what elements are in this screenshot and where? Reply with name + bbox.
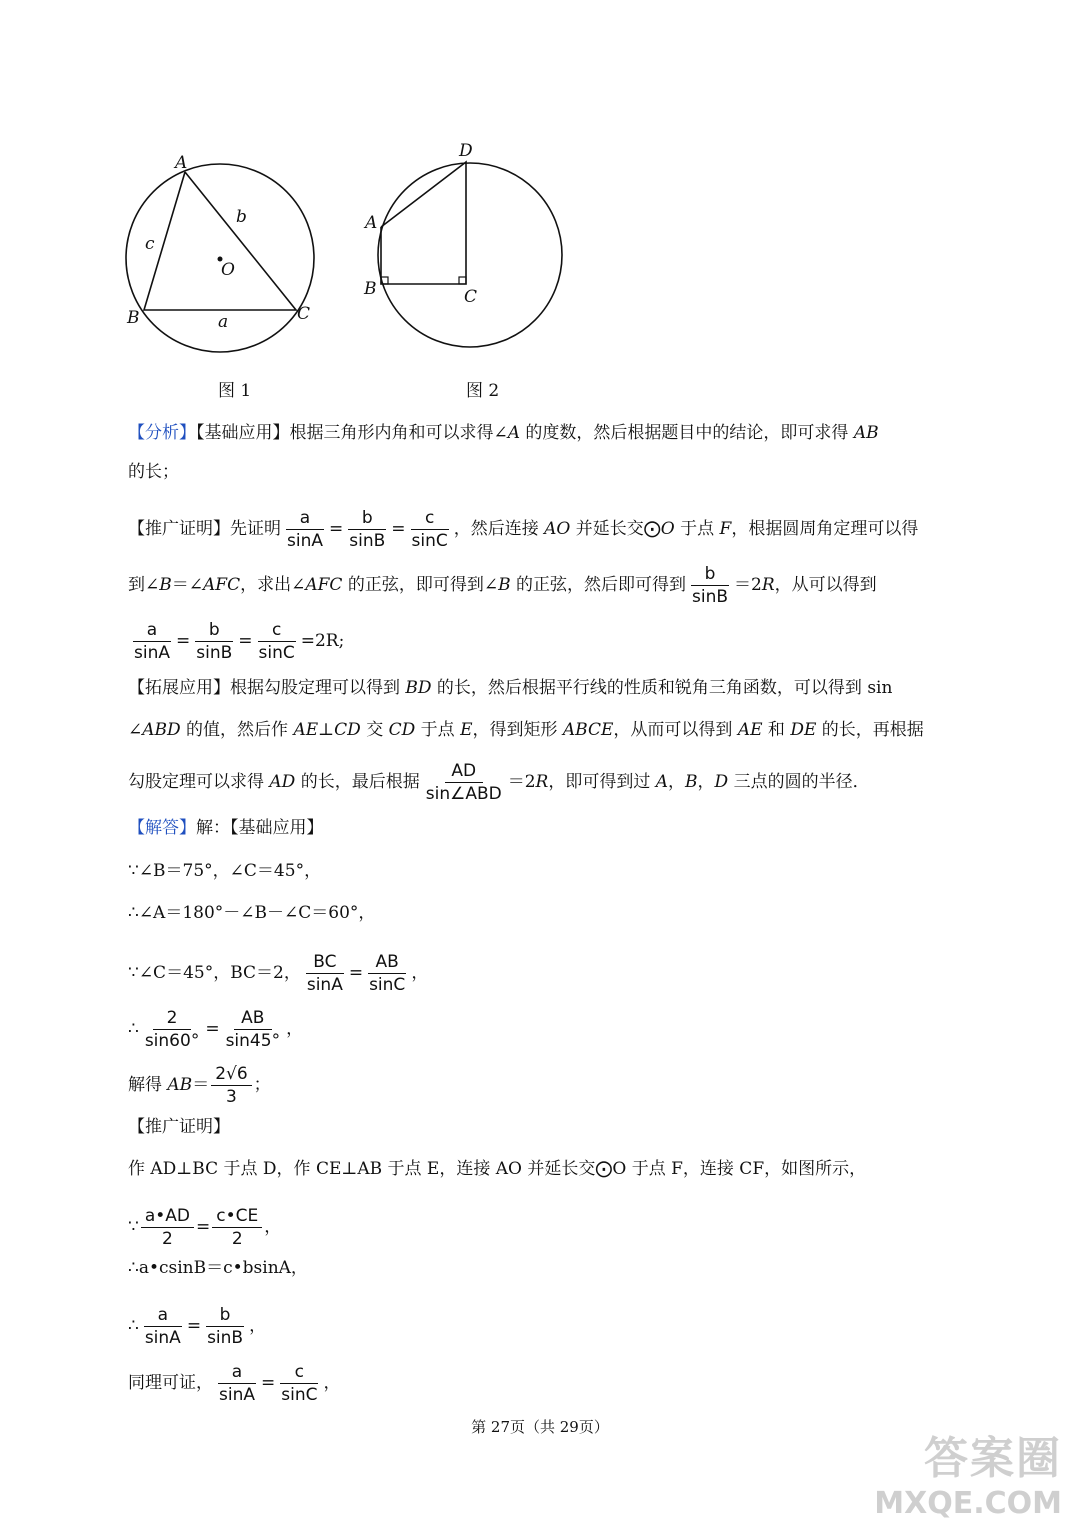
fraction: $\frac{b}{\sin B}$	[692, 564, 729, 607]
fig2-label-C: C	[464, 287, 478, 307]
fig1-caption: 图 1	[218, 381, 252, 401]
fraction: $\frac{c}{\sin C}$	[411, 508, 448, 551]
analysis-general-line3: $\frac{a}{\sin A}$ = $\frac{b}{\sin B}$ = $\frac{c}{\sin C}$ =2R;	[128, 620, 344, 663]
fraction: $\frac{a}{\sin A}$	[144, 1305, 181, 1348]
fig1-label-A: A	[175, 153, 188, 173]
watermark-url: MXQE.COM	[874, 1486, 1062, 1521]
fig2-caption: 图 2	[466, 381, 500, 401]
figures	[0, 0, 1080, 410]
proof-step-4: ∴ $\frac{a}{\sin A}$ = $\frac{b}{\sin B}$ ，	[128, 1305, 267, 1348]
fig2-quadrilateral	[381, 162, 466, 284]
fig2-label-D: D	[459, 141, 473, 161]
fig1-label-O: O	[221, 260, 235, 280]
solution-step-2: ∴∠A＝180°－∠B－∠C＝60°，	[128, 903, 376, 923]
fig1-label-c: c	[145, 234, 155, 254]
figure-2	[378, 162, 562, 347]
proof-step-3: ∴a•csinB＝c•bsinA，	[128, 1258, 308, 1278]
watermark-logo-text: 答案圈	[924, 1433, 1062, 1484]
analysis-extend-line3: 勾股定理可以求得 AD 的长，最后根据 $\frac{AD}{\text{sin∠ABD}}$ ＝2R，即可得到过 A，B，D 三点的圆的半径．	[128, 761, 870, 804]
analysis-general-line2: 到∠B＝∠AFC，求出∠AFC 的正弦，即可得到∠B 的正弦，然后即可得到 $\frac{b}{\sin B}$ ＝2R，从可以得到	[128, 564, 877, 607]
fraction: $\frac{a•AD}{2}$	[141, 1206, 194, 1249]
solution-intro: 【解答】解：【基础应用】	[128, 818, 324, 838]
analysis-basic-line1: 【分析】【基础应用】根据三角形内角和可以求得∠A 的度数，然后根据题目中的结论，即可求得 AB	[128, 423, 879, 443]
fraction: $\frac{AD}{\text{sin∠ABD}}$	[425, 761, 502, 804]
fig1-label-a: a	[218, 312, 229, 332]
fraction: $\frac{2√6}{3}$	[211, 1064, 251, 1107]
fraction: $\frac{b}{\sin B}$	[349, 508, 386, 551]
solution-step-4: ∴ $\frac{2}{\sin 60^\circ}$ = $\frac{AB}{\sin 45^\circ}$ ，	[128, 1008, 304, 1051]
fraction: $\frac{b}{\sin B}$	[207, 1305, 244, 1348]
fig2-label-A: A	[365, 213, 378, 233]
fig2-right-angle-C	[459, 277, 466, 284]
fraction: $\frac{BC}{\sin A}$	[306, 952, 343, 995]
solution-step-1: ∵∠B＝75°，∠C＝45°，	[128, 861, 322, 881]
fraction: $\frac{c}{\sin C}$	[281, 1362, 318, 1405]
proof-step-2: ∵ $\frac{a•AD}{2}$ = $\frac{c•CE}{2}$ ，	[128, 1206, 282, 1249]
solution-step-5: 解得 AB＝ $\frac{2√6}{3}$ ；	[128, 1064, 271, 1107]
fig1-label-B: B	[127, 308, 140, 328]
solution-tag: 【解答】	[128, 818, 196, 838]
watermark	[874, 1422, 1062, 1521]
proof-label: 【推广证明】	[128, 1117, 230, 1137]
analysis-basic-line2: 的长；	[128, 462, 179, 482]
fraction: $\frac{a}{\sin A}$	[287, 508, 323, 551]
fig1-label-C: C	[297, 304, 311, 324]
page-footer: 第 27页（共 29页）	[471, 1418, 609, 1436]
analysis-tag: 【分析】	[128, 423, 196, 443]
fig1-triangle	[144, 172, 296, 310]
analysis-general-line1: 【推广证明】先证明 $\frac{a}{\sin A}$ = $\frac{b}{\sin B}$ = $\frac{c}{\sin C}$ ，然后连接 AO 并延长交⨀O 于点 F，根据圆周角定理可以得	[128, 508, 919, 551]
fraction: $\frac{c•CE}{2}$	[212, 1206, 262, 1249]
fig2-circle	[378, 163, 562, 347]
fraction: $\frac{a}{\sin A}$	[134, 620, 170, 663]
fraction: $\frac{b}{\sin B}$	[196, 620, 233, 663]
fraction: $\frac{2}{\sin 60^\circ}$	[144, 1008, 200, 1051]
fraction: $\frac{a}{\sin A}$	[219, 1362, 255, 1405]
proof-step-5: 同理可证， $\frac{a}{\sin A}$ = $\frac{c}{\sin C}$ ，	[128, 1362, 341, 1405]
analysis-extend-line1: 【拓展应用】根据勾股定理可以得到 BD 的长，然后根据平行线的性质和锐角三角函数，可以得到 sin	[128, 678, 893, 698]
fig1-label-b: b	[236, 207, 247, 227]
analysis-extend-line2: ∠ABD 的值，然后作 AE⊥CD 交 CD 于点 E，得到矩形 ABCE，从而可以得到 AE 和 DE 的长，再根据	[128, 720, 924, 740]
proof-step-1: 作 AD⊥BC 于点 D，作 CE⊥AB 于点 E，连接 AO 并延长交⨀O 于点 F，连接 CF，如图所示，	[128, 1159, 867, 1179]
fraction: $\frac{AB}{\sin 45^\circ}$	[225, 1008, 281, 1051]
solution-step-3: ∵∠C＝45°，BC＝2， $\frac{BC}{\sin A}$ = $\frac{AB}{\sin C}$ ，	[128, 952, 429, 995]
fraction: $\frac{c}{\sin C}$	[258, 620, 295, 663]
fraction: $\frac{AB}{\sin C}$	[369, 952, 406, 995]
fig2-label-B: B	[364, 279, 377, 299]
